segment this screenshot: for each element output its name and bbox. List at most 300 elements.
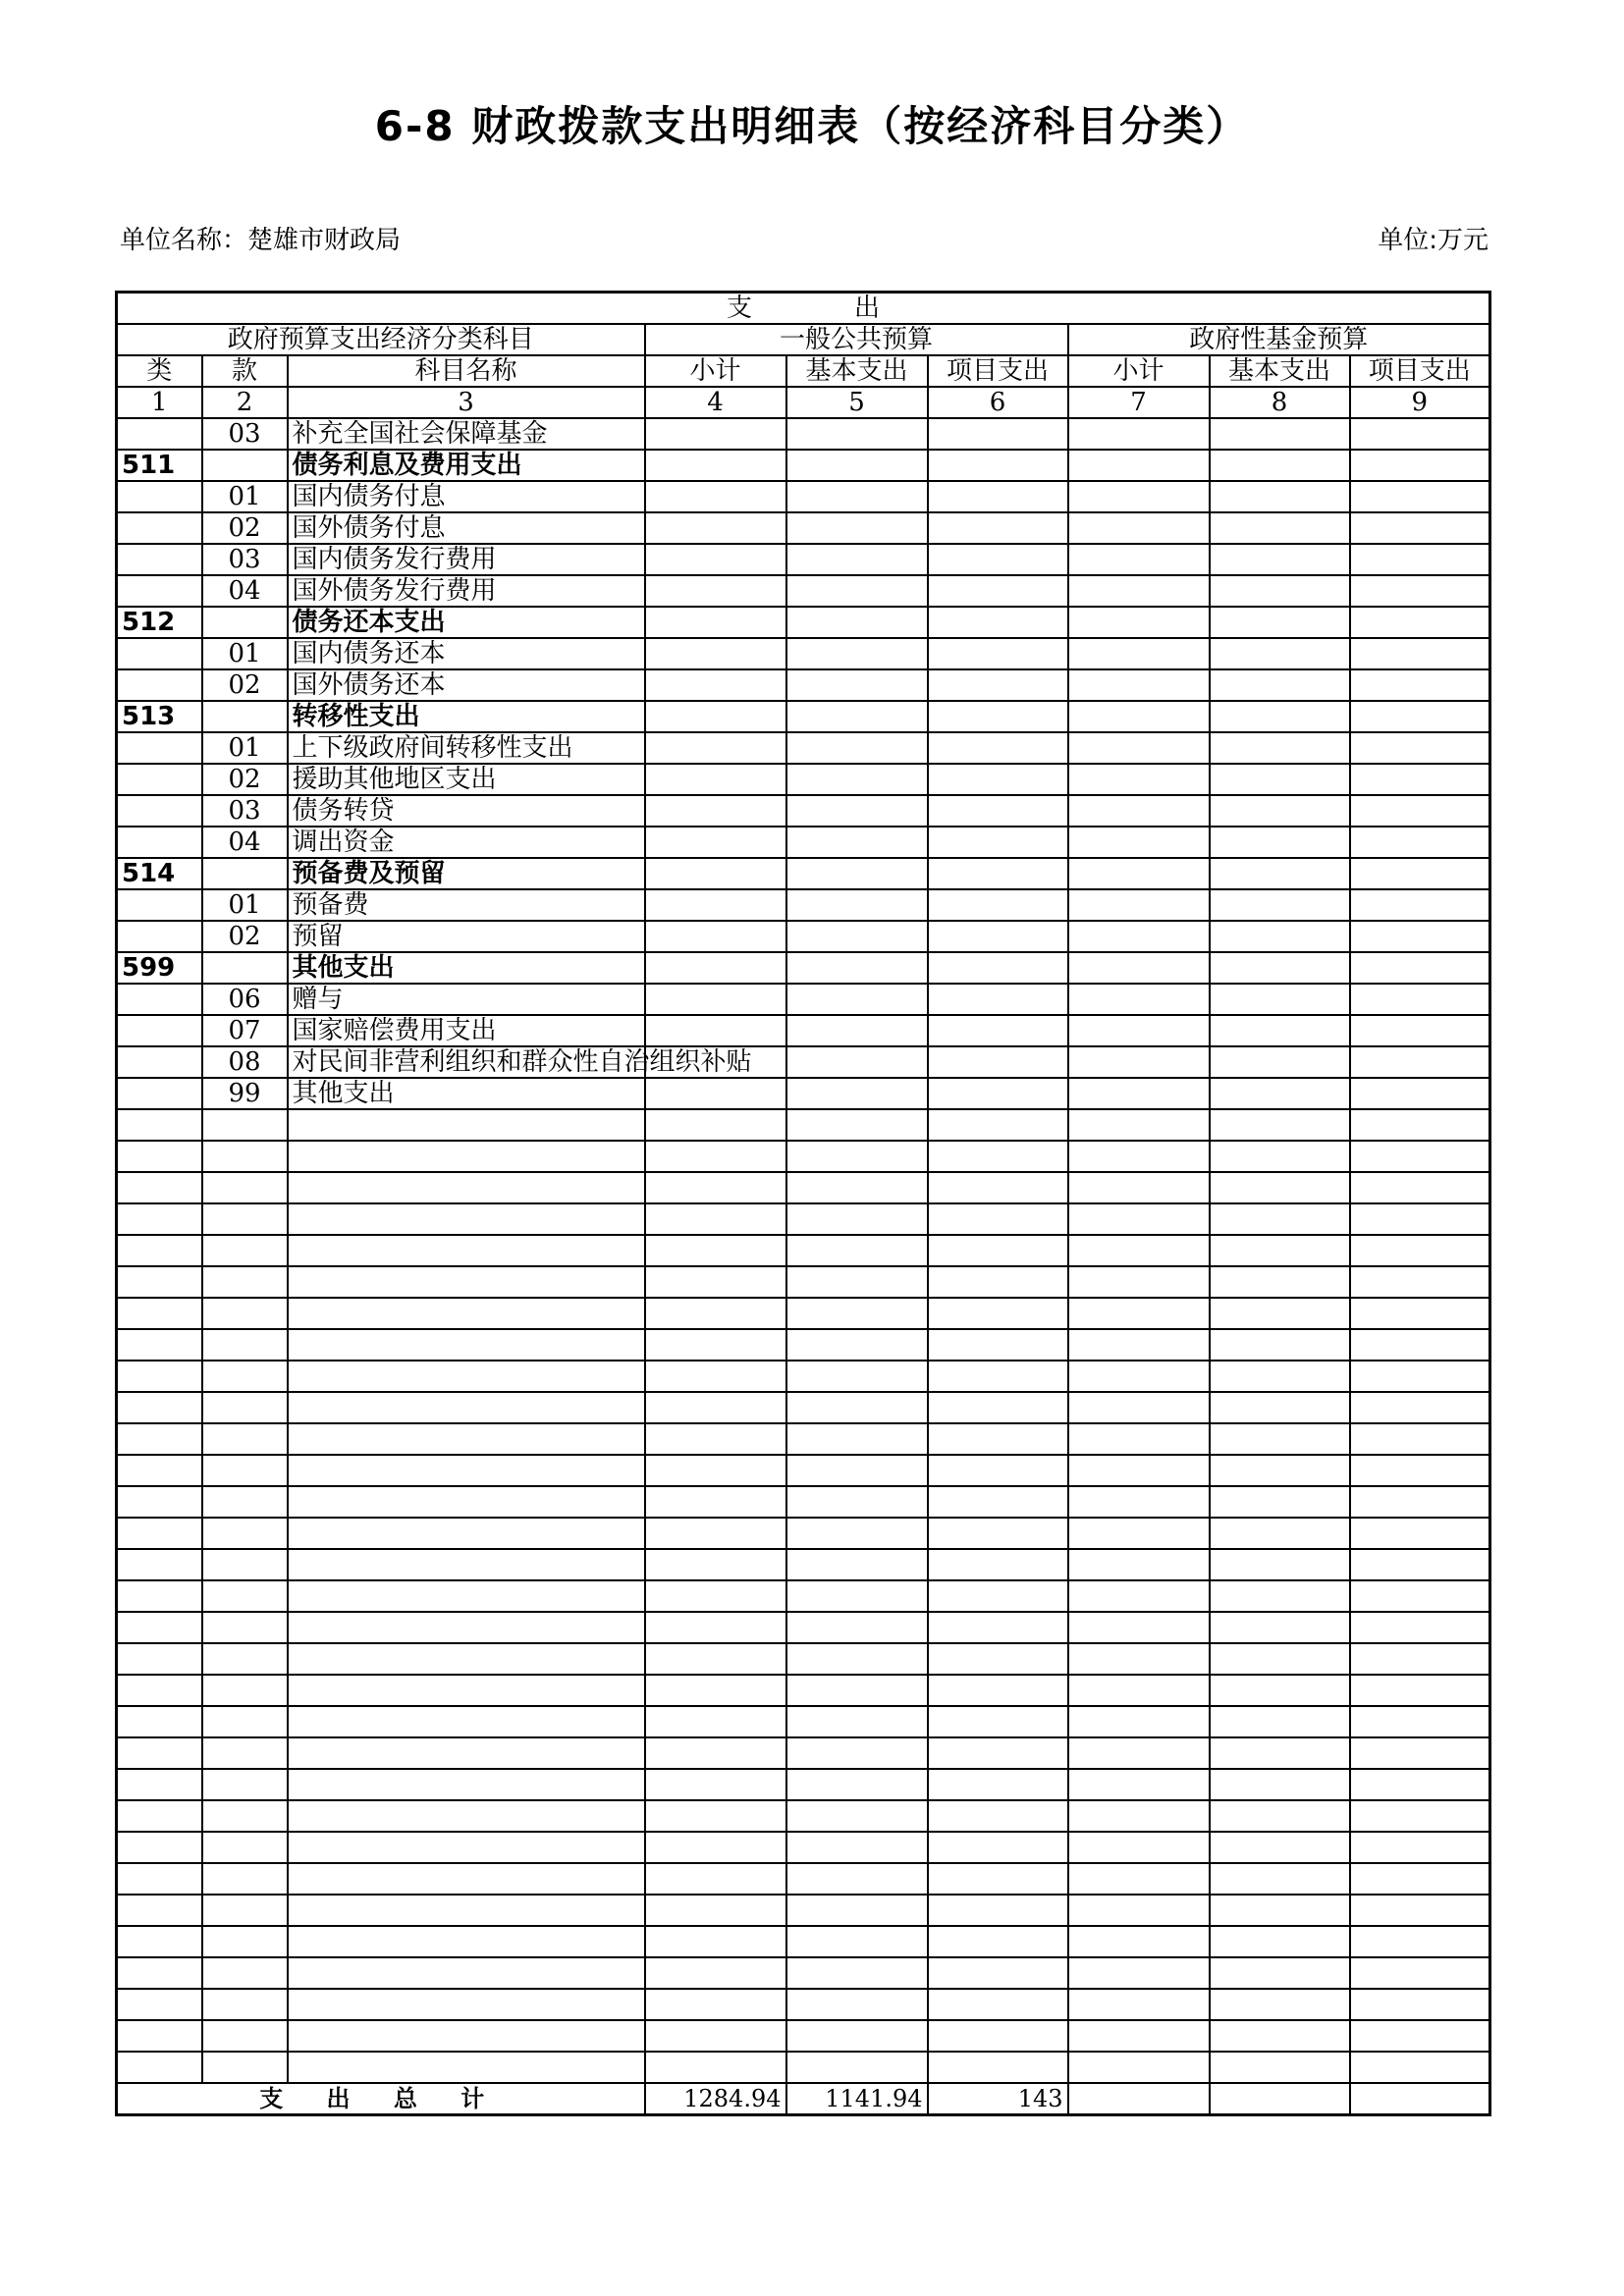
table-row [117, 858, 1490, 889]
empty-cell [928, 1706, 1068, 1737]
empty-cell [1210, 1769, 1350, 1800]
empty-cell [1068, 1361, 1210, 1392]
empty-cell [288, 1832, 645, 1863]
amount-cell [1068, 764, 1210, 795]
empty-cell [117, 1706, 202, 1737]
empty-cell [202, 1329, 288, 1361]
empty-cell [786, 1298, 928, 1329]
subject-name-cell: 对民间非营利组织和群众性自治组织补贴 [288, 1046, 645, 1078]
amount-cell [1210, 732, 1350, 764]
empty-cell [117, 1926, 202, 1957]
amount-cell [928, 984, 1068, 1015]
empty-cell [928, 1769, 1068, 1800]
category-code-cell [117, 575, 202, 607]
amount-cell [928, 827, 1068, 858]
subject-name-cell: 国外债务付息 [288, 512, 645, 544]
empty-cell [288, 1580, 645, 1612]
empty-cell [117, 1863, 202, 1895]
empty-cell [786, 1832, 928, 1863]
empty-cell [928, 1957, 1068, 1989]
empty-cell [1210, 1235, 1350, 1266]
empty-row [117, 1989, 1490, 2020]
subject-name-cell: 债务还本支出 [288, 607, 645, 638]
empty-cell [1068, 1957, 1210, 1989]
amount-cell [928, 450, 1068, 481]
empty-cell [202, 1486, 288, 1518]
amount-cell [928, 701, 1068, 732]
category-code-cell [117, 795, 202, 827]
amount-cell [1350, 921, 1490, 952]
amount-cell [928, 481, 1068, 512]
empty-cell [1350, 1863, 1490, 1895]
empty-row [117, 1549, 1490, 1580]
index-cell: 7 [1068, 387, 1210, 418]
empty-cell [928, 1800, 1068, 1832]
empty-cell [645, 2052, 786, 2083]
amount-cell [928, 512, 1068, 544]
category-code-cell: 599 [117, 952, 202, 984]
empty-cell [202, 2020, 288, 2052]
empty-cell [1350, 1800, 1490, 1832]
item-code-cell: 02 [202, 764, 288, 795]
table-row [117, 827, 1490, 858]
amount-cell [1210, 827, 1350, 858]
empty-cell [202, 1895, 288, 1926]
empty-cell [288, 1361, 645, 1392]
empty-cell [1350, 1957, 1490, 1989]
empty-cell [786, 1580, 928, 1612]
empty-cell [1210, 2020, 1350, 2052]
amount-cell [928, 575, 1068, 607]
amount-cell [1350, 512, 1490, 544]
category-code-cell [117, 669, 202, 701]
index-cell: 4 [645, 387, 786, 418]
empty-cell [1210, 1737, 1350, 1769]
amount-cell [1068, 889, 1210, 921]
subject-name-cell: 债务转贷 [288, 795, 645, 827]
empty-cell [1068, 1423, 1210, 1455]
amount-cell [786, 827, 928, 858]
subject-name-cell: 预留 [288, 921, 645, 952]
empty-cell [1068, 1141, 1210, 1172]
currency-unit-label: 单位:万元 [1378, 226, 1489, 255]
empty-cell [786, 1612, 928, 1643]
header-project: 项目支出 [928, 355, 1068, 387]
total-project-fund [1350, 2083, 1490, 2115]
header-basic-fund: 基本支出 [1210, 355, 1350, 387]
amount-cell [1210, 450, 1350, 481]
empty-cell [202, 1455, 288, 1486]
empty-cell [1068, 1486, 1210, 1518]
empty-cell [288, 2052, 645, 2083]
amount-cell [1210, 1078, 1350, 1109]
empty-cell [288, 1800, 645, 1832]
empty-cell [117, 1392, 202, 1423]
item-code-cell [202, 450, 288, 481]
item-code-cell [202, 607, 288, 638]
amount-cell [1068, 1046, 1210, 1078]
total-row [117, 2083, 1490, 2115]
empty-cell [1068, 1109, 1210, 1141]
empty-cell [645, 1926, 786, 1957]
empty-cell [1068, 1737, 1210, 1769]
empty-row [117, 1580, 1490, 1612]
amount-cell [1350, 984, 1490, 1015]
total-subtotal: 1284.94 [645, 2083, 786, 2115]
amount-cell [1068, 607, 1210, 638]
empty-cell [1210, 2052, 1350, 2083]
amount-cell [928, 544, 1068, 575]
amount-cell [1068, 1015, 1210, 1046]
empty-cell [288, 1643, 645, 1675]
empty-row [117, 1266, 1490, 1298]
empty-cell [645, 1392, 786, 1423]
amount-cell [1350, 795, 1490, 827]
empty-cell [786, 1895, 928, 1926]
empty-cell [117, 1109, 202, 1141]
empty-cell [645, 1172, 786, 1203]
amount-cell [1350, 638, 1490, 669]
empty-row [117, 1455, 1490, 1486]
empty-cell [1350, 1580, 1490, 1612]
empty-cell [645, 1769, 786, 1800]
empty-cell [645, 1455, 786, 1486]
empty-cell [117, 1423, 202, 1455]
table-row [117, 701, 1490, 732]
empty-cell [928, 1172, 1068, 1203]
empty-cell [786, 1235, 928, 1266]
total-basic: 1141.94 [786, 2083, 928, 2115]
empty-cell [786, 1926, 928, 1957]
amount-cell [645, 544, 786, 575]
empty-cell [786, 1172, 928, 1203]
empty-cell [288, 1486, 645, 1518]
empty-cell [1068, 1580, 1210, 1612]
empty-cell [928, 1361, 1068, 1392]
amount-cell [1210, 889, 1350, 921]
empty-row [117, 1329, 1490, 1361]
empty-cell [645, 1580, 786, 1612]
empty-cell [1068, 1863, 1210, 1895]
category-code-cell [117, 1015, 202, 1046]
table-row [117, 450, 1490, 481]
table-row [117, 669, 1490, 701]
empty-cell [117, 1235, 202, 1266]
empty-cell [288, 1298, 645, 1329]
empty-cell [202, 1203, 288, 1235]
amount-cell [1068, 732, 1210, 764]
empty-cell [117, 1361, 202, 1392]
item-code-cell: 02 [202, 512, 288, 544]
category-code-cell [117, 921, 202, 952]
amount-cell [1210, 607, 1350, 638]
item-code-cell: 01 [202, 732, 288, 764]
amount-cell [1210, 638, 1350, 669]
item-code-cell: 02 [202, 669, 288, 701]
empty-cell [645, 1612, 786, 1643]
empty-cell [1068, 1518, 1210, 1549]
empty-cell [202, 1549, 288, 1580]
header-basic: 基本支出 [786, 355, 928, 387]
empty-cell [1068, 1549, 1210, 1580]
empty-cell [1068, 1643, 1210, 1675]
table-row [117, 952, 1490, 984]
empty-cell [928, 1141, 1068, 1172]
amount-cell [928, 764, 1068, 795]
amount-cell [1210, 921, 1350, 952]
header-lei: 类 [117, 355, 202, 387]
empty-cell [928, 1580, 1068, 1612]
amount-cell [645, 575, 786, 607]
item-code-cell: 01 [202, 481, 288, 512]
empty-cell [1350, 1423, 1490, 1455]
unit-name-label: 单位名称：楚雄市财政局 [120, 226, 402, 255]
amount-cell [928, 418, 1068, 450]
empty-cell [202, 1800, 288, 1832]
empty-cell [1350, 1298, 1490, 1329]
empty-cell [645, 1800, 786, 1832]
item-code-cell [202, 701, 288, 732]
empty-cell [1350, 1141, 1490, 1172]
empty-cell [288, 1392, 645, 1423]
empty-cell [117, 1989, 202, 2020]
empty-cell [645, 1361, 786, 1392]
empty-cell [928, 1423, 1068, 1455]
amount-cell [786, 418, 928, 450]
item-code-cell [202, 952, 288, 984]
amount-cell [1350, 858, 1490, 889]
empty-cell [786, 1675, 928, 1706]
empty-cell [645, 1486, 786, 1518]
amount-cell [1350, 827, 1490, 858]
header-subtotal: 小计 [645, 355, 786, 387]
amount-cell [1350, 544, 1490, 575]
empty-cell [1068, 1832, 1210, 1863]
empty-cell [928, 1518, 1068, 1549]
amount-cell [1068, 827, 1210, 858]
empty-cell [928, 1549, 1068, 1580]
amount-cell [1210, 1046, 1350, 1078]
amount-cell [786, 481, 928, 512]
amount-cell [1210, 952, 1350, 984]
table-row [117, 795, 1490, 827]
empty-cell [1350, 1266, 1490, 1298]
empty-row [117, 1895, 1490, 1926]
empty-cell [202, 1706, 288, 1737]
empty-cell [645, 1737, 786, 1769]
empty-cell [1068, 2052, 1210, 2083]
table-row [117, 512, 1490, 544]
amount-cell [1350, 450, 1490, 481]
empty-row [117, 1235, 1490, 1266]
empty-cell [202, 1423, 288, 1455]
empty-cell [1350, 1706, 1490, 1737]
amount-cell [1350, 764, 1490, 795]
empty-cell [1350, 1769, 1490, 1800]
empty-row [117, 1486, 1490, 1518]
amount-cell [1068, 450, 1210, 481]
expenditure-table [115, 291, 1491, 2116]
empty-cell [786, 1800, 928, 1832]
empty-cell [117, 1832, 202, 1863]
amount-cell [786, 795, 928, 827]
empty-cell [1210, 1643, 1350, 1675]
category-code-cell [117, 418, 202, 450]
empty-row [117, 1706, 1490, 1737]
amount-cell [1068, 638, 1210, 669]
empty-cell [117, 1675, 202, 1706]
empty-cell [1210, 1329, 1350, 1361]
subject-name-cell: 债务利息及费用支出 [288, 450, 645, 481]
amount-cell [786, 1015, 928, 1046]
empty-row [117, 1800, 1490, 1832]
empty-cell [202, 1109, 288, 1141]
amount-cell [1350, 418, 1490, 450]
empty-cell [928, 1109, 1068, 1141]
subject-name-cell: 国内债务发行费用 [288, 544, 645, 575]
empty-row [117, 1863, 1490, 1895]
item-code-cell: 04 [202, 575, 288, 607]
empty-cell [1068, 1706, 1210, 1737]
empty-cell [928, 1486, 1068, 1518]
empty-row [117, 1957, 1490, 1989]
empty-cell [202, 1675, 288, 1706]
empty-cell [202, 1518, 288, 1549]
subject-name-cell: 援助其他地区支出 [288, 764, 645, 795]
empty-cell [928, 1612, 1068, 1643]
empty-cell [1068, 1989, 1210, 2020]
empty-cell [288, 1203, 645, 1235]
empty-row [117, 1737, 1490, 1769]
item-code-cell: 08 [202, 1046, 288, 1078]
empty-cell [288, 1957, 645, 1989]
empty-cell [288, 1109, 645, 1141]
empty-cell [1350, 1832, 1490, 1863]
header-row-index [117, 387, 1490, 418]
item-code-cell: 03 [202, 544, 288, 575]
amount-cell [1350, 952, 1490, 984]
empty-cell [1068, 1769, 1210, 1800]
empty-cell [1210, 1392, 1350, 1423]
table-row [117, 984, 1490, 1015]
amount-cell [645, 481, 786, 512]
item-code-cell: 04 [202, 827, 288, 858]
amount-cell [1210, 418, 1350, 450]
table-row [117, 418, 1490, 450]
total-label: 支 出 总 计 [117, 2083, 645, 2115]
header-subtotal-fund: 小计 [1068, 355, 1210, 387]
empty-cell [117, 1612, 202, 1643]
subject-name-cell: 转移性支出 [288, 701, 645, 732]
table-row [117, 764, 1490, 795]
empty-cell [1350, 1235, 1490, 1266]
amount-cell [1210, 575, 1350, 607]
amount-cell [1350, 669, 1490, 701]
empty-cell [1068, 1235, 1210, 1266]
empty-cell [117, 2052, 202, 2083]
empty-cell [288, 1769, 645, 1800]
empty-cell [786, 1486, 928, 1518]
amount-cell [1210, 764, 1350, 795]
empty-cell [202, 1957, 288, 1989]
empty-cell [117, 1203, 202, 1235]
amount-cell [1210, 795, 1350, 827]
header-row-groups [117, 324, 1490, 355]
amount-cell [1068, 1078, 1210, 1109]
amount-cell [645, 921, 786, 952]
empty-cell [928, 1643, 1068, 1675]
amount-cell [1068, 984, 1210, 1015]
empty-cell [786, 1423, 928, 1455]
amount-cell [1210, 512, 1350, 544]
category-code-cell [117, 481, 202, 512]
empty-cell [117, 1549, 202, 1580]
empty-cell [202, 1863, 288, 1895]
empty-cell [1210, 1172, 1350, 1203]
table-row [117, 481, 1490, 512]
table-row [117, 638, 1490, 669]
amount-cell [786, 764, 928, 795]
item-code-cell: 01 [202, 638, 288, 669]
amount-cell [928, 1046, 1068, 1078]
amount-cell [645, 952, 786, 984]
subject-name-cell: 预备费及预留 [288, 858, 645, 889]
amount-cell [645, 827, 786, 858]
empty-cell [1350, 1612, 1490, 1643]
empty-cell [928, 1329, 1068, 1361]
empty-cell [928, 1863, 1068, 1895]
header-row-expend [117, 293, 1490, 325]
empty-row [117, 1141, 1490, 1172]
empty-cell [1210, 1989, 1350, 2020]
header-fund-budget: 政府性基金预算 [1068, 324, 1490, 355]
empty-cell [288, 1266, 645, 1298]
amount-cell [928, 889, 1068, 921]
empty-cell [288, 1423, 645, 1455]
empty-row [117, 1203, 1490, 1235]
empty-cell [645, 1675, 786, 1706]
amount-cell [1210, 1015, 1350, 1046]
empty-cell [1350, 1455, 1490, 1486]
empty-cell [1210, 1706, 1350, 1737]
empty-cell [202, 1361, 288, 1392]
empty-cell [1350, 1737, 1490, 1769]
amount-cell [786, 889, 928, 921]
empty-cell [928, 1895, 1068, 1926]
empty-cell [288, 1895, 645, 1926]
empty-cell [288, 1989, 645, 2020]
table-row [117, 921, 1490, 952]
empty-cell [1210, 1141, 1350, 1172]
subject-name-cell: 上下级政府间转移性支出 [288, 732, 645, 764]
amount-cell [786, 669, 928, 701]
empty-cell [645, 1895, 786, 1926]
table-row [117, 889, 1490, 921]
amount-cell [786, 921, 928, 952]
category-code-cell: 513 [117, 701, 202, 732]
amount-cell [1350, 1078, 1490, 1109]
empty-cell [786, 1643, 928, 1675]
amount-cell [1210, 544, 1350, 575]
empty-cell [1350, 1989, 1490, 2020]
amount-cell [786, 544, 928, 575]
item-code-cell: 01 [202, 889, 288, 921]
empty-cell [1350, 1392, 1490, 1423]
amount-cell [928, 669, 1068, 701]
category-code-cell [117, 1078, 202, 1109]
empty-cell [645, 1329, 786, 1361]
header-project-fund: 项目支出 [1350, 355, 1490, 387]
